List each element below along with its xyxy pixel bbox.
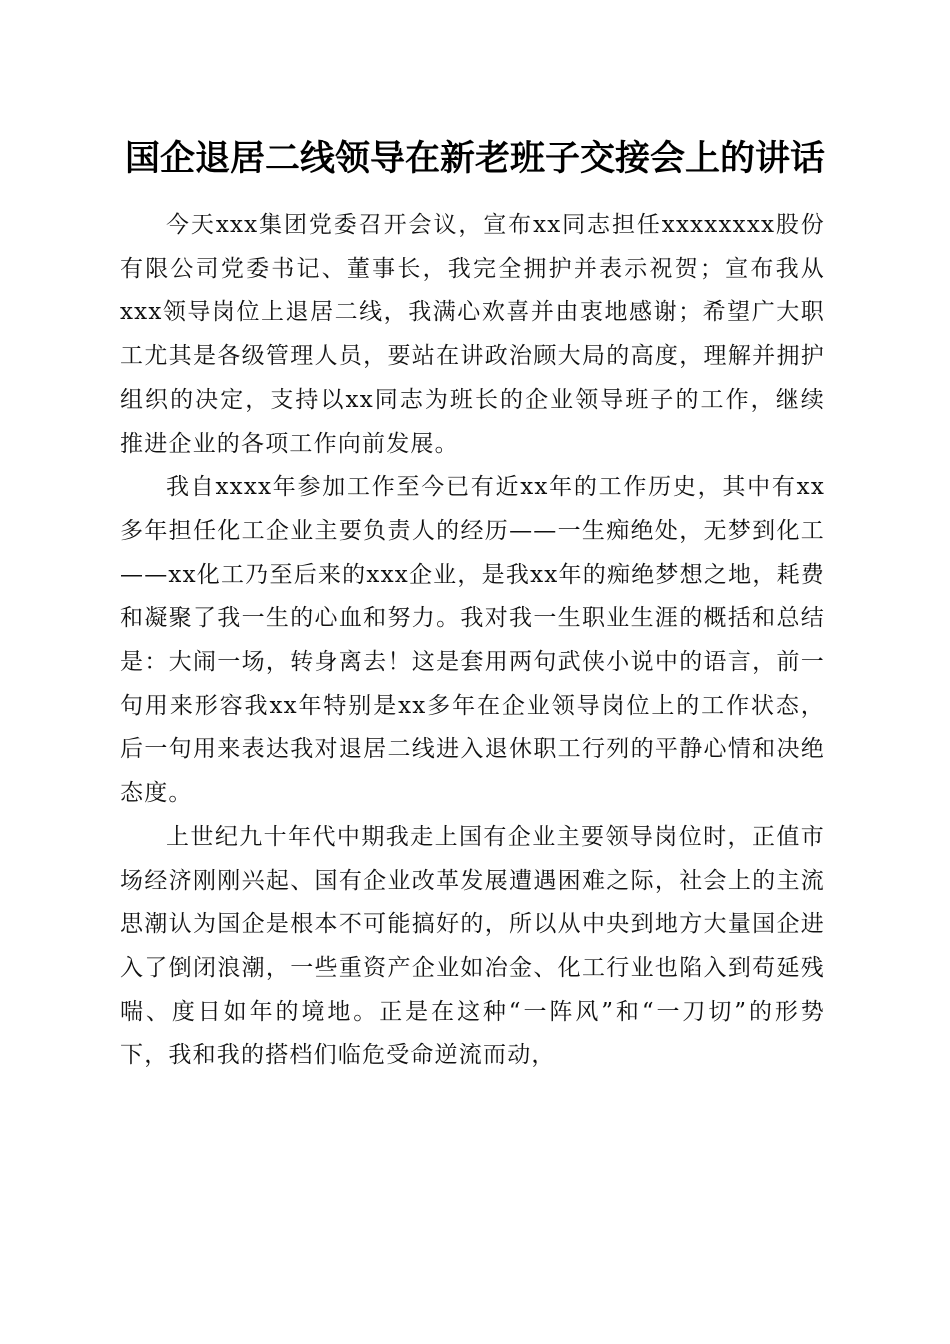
paragraph: 今天xxx集团党委召开会议，宣布xx同志担任xxxxxxxx股份有限公司党委书记、董事长，我完全拥护并表示祝贺；宣布我从xxx领导岗位上退居二线，我满心欢喜并由衷地感谢；希望广大职工尤其是各级管理人员，要站在讲政治顾大局的高度，理解并拥护组织的决定，支持以xx同志为班长的企业领导班子的工作，继续推进企业的各项工作向前发展。 [120,212,825,457]
document-title: 国企退居二线领导在新老班子交接会上的讲话 [124,138,825,179]
document-body [120,204,825,1078]
paragraph: 我自xxxx年参加工作至今已有近xx年的工作历史，其中有xx多年担任化工企业主要负责人的经历——一生痴绝处，无梦到化工——xx化工乃至后来的xxx企业，是我xx年的痴绝梦想之地，耗费和凝聚了我一生的心血和努力。我对我一生职业生涯的概括和总结是：大闹一场，转身离去！这是套用两句武侠小说中的语言，前一句用来形容我xx年特别是xx多年在企业领导岗位上的工作状态，后一句用来表达我对退居二线进入退休职工行列的平静心情和决绝态度。 [120,474,825,807]
paragraph: 上世纪九十年代中期我走上国有企业主要领导岗位时，正值市场经济刚刚兴起、国有企业改革发展遭遇困难之际，社会上的主流思潮认为国企是根本不可能搞好的，所以从中央到地方大量国企进入了倒闭浪潮，一些重资产企业如冶金、化工行业也陷入到苟延残喘、度日如年的境地。正是在这种“一阵风”和“一刀切”的形势下，我和我的搭档们临危受命逆流而动， [120,823,825,1069]
